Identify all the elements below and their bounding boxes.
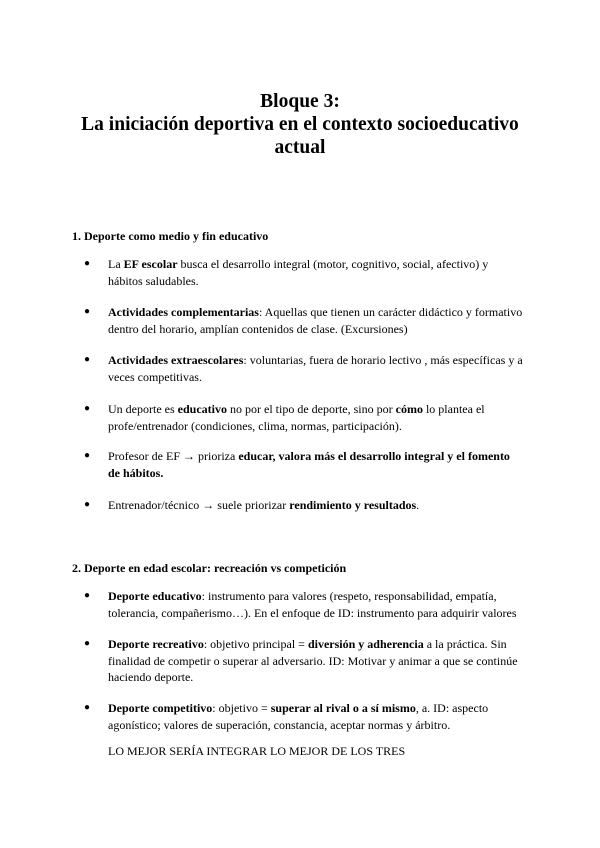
bold-run: cómo [395,402,423,416]
text-run: , a. ID: aspecto agonístico; valores de superación, constancia, aceptar normas y árbitro. [108,701,489,732]
text-run: La [108,257,124,271]
bold-run: Actividades extraescolares [108,353,244,367]
text-run: Profesor de EF → prioriza [108,449,239,463]
title-line-2: La iniciación deportiva en el contexto socioeducativo [81,114,519,135]
bold-run: educar, valora más el desarrollo integral y el fomento de hábitos. [108,449,510,480]
list-item-text [108,352,524,385]
text-run: busca el desarrollo integral (motor, cognitivo, social, afectivo) y hábitos saludables. [108,257,489,288]
bold-run: Deporte recreativo [108,637,204,651]
text-run: : Aquellas que tienen un carácter didáctico y formativo dentro del horario, amplían contenidos de clase. (Excursiones) [108,305,523,336]
text-run: no por el tipo de deporte, sino por [227,402,396,416]
bold-run: diversión y adherencia [307,637,424,651]
text-run: Un deporte es [108,402,178,416]
section-1-heading: 1. Deporte como medio y fin educativo [72,229,269,243]
list-item [84,497,524,514]
list-item-text [108,636,524,686]
title-line-1: Bloque 3: [260,91,340,112]
list-item [84,448,524,481]
text-run: : objetivo = [212,701,271,715]
bullet-icon: ● [84,702,91,713]
bullet-icon: ● [84,258,91,269]
list-item-text [108,304,524,337]
list-item-text [108,497,524,514]
bold-run: Actividades complementarias [108,305,259,319]
list-item [84,700,524,733]
list-item [84,401,524,434]
list-item-text [108,588,524,621]
list-item [84,636,524,686]
section-2-heading: 2. Deporte en edad escolar: recreación vs competición [72,561,347,575]
list-item [84,304,524,337]
list-item [84,588,524,621]
list-item [84,352,524,385]
text-run: a la práctica. Sin finalidad de competir o superar al adversario. ID: Motivar y animar a que se continúe haciendo deporte. [108,637,518,684]
bold-run: educativo [177,402,227,416]
text-run: : objetivo principal = [203,637,308,651]
bold-run: EF escolar [123,257,178,271]
text-run: : instrumento para valores (respeto, responsabilidad, empatía, tolerancia, compañerismo…). En el enfoque de ID: instrumento para adquirir valores [108,589,517,620]
bullet-icon: ● [84,638,91,649]
bullet-icon: ● [84,354,91,365]
text-run: . [416,498,420,512]
list-item-text [108,700,524,733]
text-run: Entrenador/técnico → suele priorizar [108,498,290,512]
list-item-text [108,256,524,289]
closing-note: LO MEJOR SERÍA INTEGRAR LO MEJOR DE LOS TRES [108,744,406,758]
bold-run: Deporte competitivo [108,701,213,715]
bullet-icon: ● [84,450,91,461]
title-line-3: actual [274,137,326,158]
list-item-text [108,448,524,481]
bullet-icon: ● [84,499,91,510]
bullet-icon: ● [84,403,91,414]
bullet-icon: ● [84,306,91,317]
list-item [84,256,524,289]
text-run: lo plantea el profe/entrenador (condiciones, clima, normas, participación). [108,402,485,433]
text-run: : voluntarias, fuera de horario lectivo , más específicas y a veces competitivas. [108,353,523,384]
bold-run: superar al rival o a sí mismo [270,701,416,715]
bullet-icon: ● [84,590,91,601]
bold-run: rendimiento y resultados [289,498,417,512]
bold-run: Deporte educativo [108,589,202,603]
page-title [0,90,600,159]
list-item-text [108,401,524,434]
